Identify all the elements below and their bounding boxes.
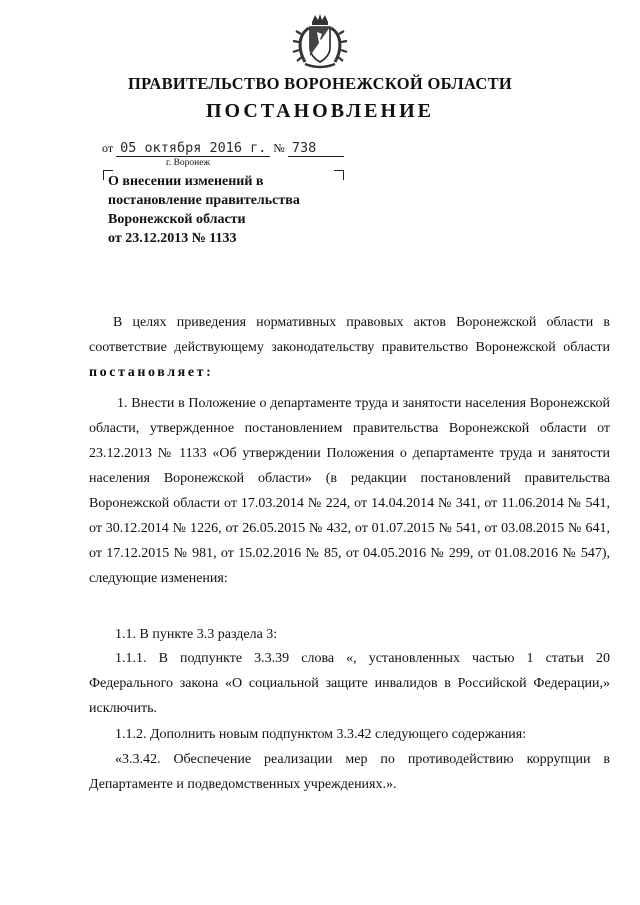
decree-date: 05 октября 2016 г. (116, 140, 270, 157)
preamble (89, 310, 610, 385)
item-1: 1. Внести в Положение о департаменте труда и занятости населения Воронежской области, утвержденное постановлением правительства Воронежской области от 23.12.2013 № 1133 «Об утверждении Положения о департаменте труда и занятости населения Воронежской области» (в редакции постановлений правительства Воронежской области от 17.03.2014 № 224, от 14.04.2014 № 341, от 11.06.2014 № 541, от 30.12.2014 № 1226, от 26.05.2015 № 432, от 01.07.2015 № 541, от 03.08.2015 № 641, от 17.12.2015 № 981, от 15.02.2016 № 85, от 04.05.2016 № 299, от 01.08.2016 № 547), следующие изменения: (89, 396, 610, 586)
coat-of-arms-icon (287, 12, 353, 72)
subject-line: от 23.12.2013 № 1133 (108, 231, 237, 246)
document-type: ПОСТАНОВЛЕНИЕ (206, 100, 434, 122)
dateline (102, 140, 344, 156)
city: г. Воронеж (166, 158, 211, 168)
item-1-1-2: 1.1.2. Дополнить новым подпунктом 3.3.42 следующего содержания: (115, 727, 527, 742)
subject-corner-right (334, 170, 344, 180)
number-label: № (273, 141, 285, 155)
subject-line: О внесении изменений в (108, 174, 264, 189)
preamble-text: В целях приведения нормативных правовых актов Воронежской области в соответствие действующему законодательству правительство Воронежской области (89, 315, 610, 355)
date-prefix: от (102, 141, 114, 155)
subject-line: постановление правительства (108, 193, 300, 208)
decree-number: 738 (288, 140, 344, 157)
resolves-word: постановляет: (89, 365, 214, 380)
item-1-1: 1.1. В пункте 3.3 раздела 3: (115, 627, 278, 642)
item-1-1-2-quote: «3.3.42. Обеспечение реализации мер по противодействию коррупции в Департаменте и подведомственных учреждениях.». (89, 752, 610, 792)
government-name: ПРАВИТЕЛЬСТВО ВОРОНЕЖСКОЙ ОБЛАСТИ (127, 74, 513, 93)
item-1-1-1: 1.1.1. В подпункте 3.3.39 слова «, установленных частью 1 статьи 20 Федерального закона «О социальной защите инвалидов в Российской Федерации,» исключить. (89, 651, 610, 716)
decree-subject (108, 172, 300, 248)
subject-line: Воронежской области (108, 212, 246, 227)
